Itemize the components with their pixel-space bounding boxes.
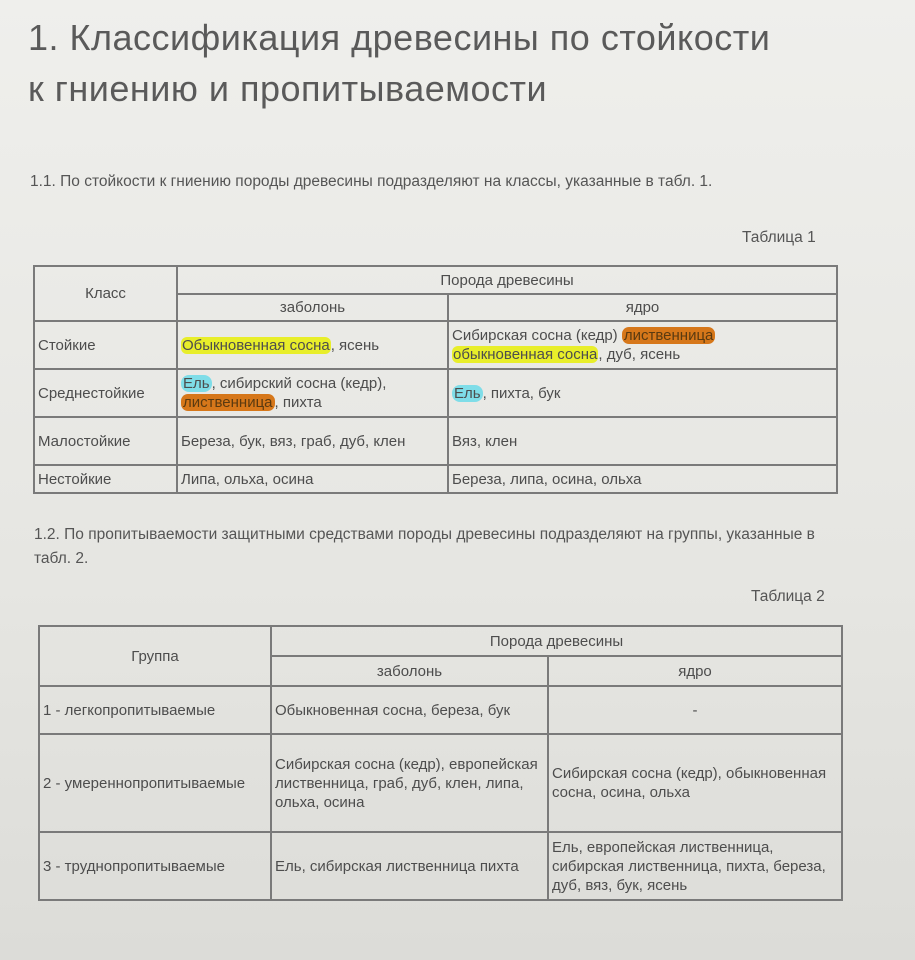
table-row bbox=[34, 369, 837, 417]
table-row bbox=[34, 465, 837, 493]
table-row bbox=[39, 734, 842, 832]
sapwood-cell: Ель, сибирская лиственница пихта bbox=[271, 832, 548, 900]
table-row bbox=[34, 417, 837, 465]
sapwood-cell: Обыкновенная сосна, береза, бук bbox=[271, 686, 548, 734]
highlight-orange: лиственница bbox=[623, 327, 714, 344]
header-sapwood: заболонь bbox=[177, 294, 448, 321]
core-cell: Сибирская сосна (кедр) лиственница обыкновенная сосна, дуб, ясень bbox=[448, 321, 837, 369]
table-2-caption: Таблица 2 bbox=[751, 588, 825, 605]
page-title: 1. Классификация древесины по стойкости к гниению и пропитываемости bbox=[28, 17, 771, 109]
class-cell: Стойкие bbox=[34, 321, 177, 369]
sapwood-cell: Обыкновенная сосна, ясень bbox=[177, 321, 448, 369]
table-1-caption: Таблица 1 bbox=[742, 229, 816, 246]
paragraph-1-1: 1.1. По стойкости к гниению породы древесины подразделяют на классы, указанные в табл. 1. bbox=[30, 173, 713, 190]
core-cell: Вяз, клен bbox=[448, 417, 837, 465]
sapwood-cell: Липа, ольха, осина bbox=[177, 465, 448, 493]
group-cell: 2 - умереннопропитываемые bbox=[39, 734, 271, 832]
class-cell: Среднестойкие bbox=[34, 369, 177, 417]
highlight-cyan: Ель bbox=[183, 375, 210, 392]
group-cell: 3 - труднопропитываемые bbox=[39, 832, 271, 900]
sapwood-cell: Сибирская сосна (кедр), европейская лиственница, граб, дуб, клен, липа, ольха, осина bbox=[271, 734, 548, 832]
class-cell: Малостойкие bbox=[34, 417, 177, 465]
sapwood-cell: Ель , сибирский сосна (кедр), лиственница , пихта bbox=[177, 369, 448, 417]
table-row bbox=[34, 321, 837, 369]
highlight-yellow: обыкновенная сосна bbox=[453, 346, 598, 363]
header-group: Группа bbox=[39, 626, 271, 686]
highlight-orange: лиственница bbox=[183, 394, 273, 411]
sapwood-cell: Береза, бук, вяз, граб, дуб, клен bbox=[177, 417, 448, 465]
class-cell: Нестойкие bbox=[34, 465, 177, 493]
core-cell: Ель , пихта, бук bbox=[448, 369, 837, 417]
table-row bbox=[39, 686, 842, 734]
paragraph-1-2: 1.2. По пропитываемости защитными средствами породы древесины подразделяют на группы, указанные в табл. 2. bbox=[34, 526, 815, 567]
header-breed: Порода древесины bbox=[177, 266, 837, 294]
core-cell: Береза, липа, осина, ольха bbox=[448, 465, 837, 493]
core-cell: - bbox=[548, 686, 842, 734]
header-sapwood: заболонь bbox=[271, 656, 548, 686]
header-class: Класс bbox=[34, 266, 177, 321]
header-core: ядро bbox=[548, 656, 842, 686]
highlight-cyan: Ель bbox=[454, 384, 481, 402]
table-1 bbox=[33, 265, 838, 494]
table-row bbox=[39, 832, 842, 900]
header-breed: Порода древесины bbox=[271, 626, 842, 656]
table-2 bbox=[38, 625, 843, 901]
core-cell: Сибирская сосна (кедр), обыкновенная сосна, осина, ольха bbox=[548, 734, 842, 832]
header-core: ядро bbox=[448, 294, 837, 321]
group-cell: 1 - легкопропитываемые bbox=[39, 686, 271, 734]
highlight-yellow: Обыкновенная сосна bbox=[182, 336, 330, 354]
core-cell: Ель, европейская лиственница, сибирская лиственница, пихта, береза, дуб, вяз, бук, ясень bbox=[548, 832, 842, 900]
